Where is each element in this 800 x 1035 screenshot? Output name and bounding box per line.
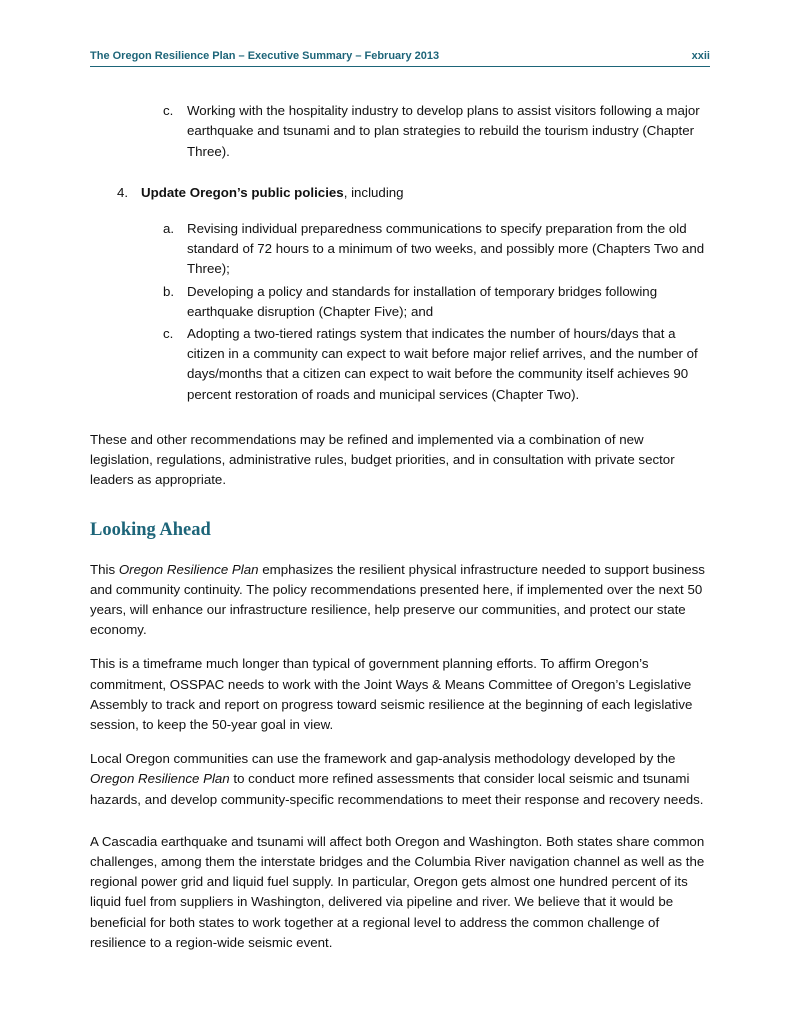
list-item-text: Update Oregon’s public policies, including	[141, 184, 404, 200]
section-heading-looking-ahead: Looking Ahead	[90, 520, 211, 541]
paragraph-local-communities: Local Oregon communities can use the framework and gap-analysis methodology developed by the Oregon Resilience Plan to conduct more refined assessments that consider local seismic and tsunami hazards, and develop community-specific recommendations to meet their response and recovery needs.	[90, 751, 704, 807]
paragraph-cascadia: A Cascadia earthquake and tsunami will affect both Oregon and Washington. Both states share common challenges, among them the interstate bridges and the Columbia River navigation channel as well as the regional power grid and liquid fuel supply. In particular, Oregon gets almost one hundred percent of its liquid fuel from suppliers in Washington, delivered via pipeline and river. We believe that it would be beneficial for both states to work together at a regional level to address the common challenge of resilience to a region-wide seismic event.	[90, 833, 705, 950]
page-number: xxii	[691, 50, 710, 62]
list-item-hospitality	[163, 101, 710, 162]
list-marker: 4.	[117, 184, 129, 200]
list-marker: b.	[163, 283, 175, 299]
list-marker: a.	[163, 221, 175, 236]
paragraph-timeframe: This is a timeframe much longer than typical of government planning efforts. To affirm Oregon’s commitment, OSSPAC needs to work with the Joint Ways & Means Committee of Oregon’s Legislative Assembly to track and report on progress toward seismic resilience at the beginning of each legislative session, to keep the 50-year goal in view.	[90, 656, 693, 732]
paragraph-plan-emphasizes: This Oregon Resilience Plan emphasizes the resilient physical infrastructure needed to support business and community continuity. The policy recommendations presented here, if implemented over the next 50 years, will enhance our infrastructure resilience, help preserve our communities, and protect our state economy.	[90, 561, 705, 638]
page-header	[90, 50, 710, 67]
list-item-adopting	[163, 324, 710, 405]
list-item-text: Working with the hospitality industry to develop plans to assist visitors following a major earthquake and tsunami and to plan strategies to rebuild the tourism industry (Chapter Three).	[187, 103, 700, 159]
page-content	[90, 101, 710, 953]
list-item-text: Adopting a two-tiered ratings system that indicates the number of hours/days that a citizen in a community can expect to wait before major relief arrives, and the number of days/months that a citizen can expect to wait before the community itself achieves 90 percent restoration of roads and municipal services (Chapter Two).	[187, 326, 698, 402]
list-marker: c.	[163, 326, 174, 342]
list-item-update-policies	[117, 183, 710, 203]
list-item-revising	[163, 219, 710, 280]
list-item-developing	[163, 282, 710, 322]
list-item-text: Revising individual preparedness communications to specify preparation from the old standard of 72 hours to a minimum of two weeks, and possibly more (Chapters Two and Three);	[187, 221, 705, 277]
header-title: The Oregon Resilience Plan – Executive Summary – February 2013	[90, 50, 440, 62]
list-marker: c.	[163, 103, 174, 119]
paragraph-recommendations: These and other recommendations may be refined and implemented via a combination of new legislation, regulations, administrative rules, budget priorities, and in consultation with private sector leaders as appropriate.	[90, 431, 675, 488]
list-item-text: Developing a policy and standards for installation of temporary bridges following earthquake disruption (Chapter Five); and	[187, 283, 658, 319]
